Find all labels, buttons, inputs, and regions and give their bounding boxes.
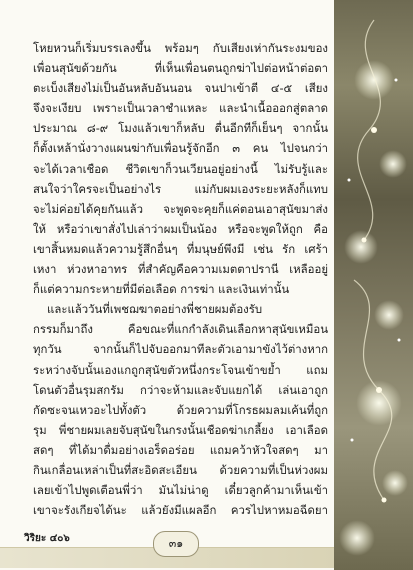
text-line: โดนตัวอื่นรุมสกรัม กว่าจะห้ามและจับแยกได้ เล่นเอาถูก bbox=[33, 382, 328, 397]
page-number: ๓๑ bbox=[153, 531, 199, 557]
text-line: รุม พี่ชายผมเลยจับสุนัขในกรงนั้นเชือดฆ่าเกลี้ยง เอาเลือด bbox=[33, 422, 328, 437]
text-line: ก็แต่ความกระหายที่มีต่อเลือด การฆ่า และเงินเท่านั้น bbox=[33, 282, 290, 297]
ornamental-swirl-icon bbox=[334, 0, 413, 570]
text-line: จะได้เวลาเชือด ชีวิตเขาก็วนเวียนอยู่อย่างนี้ ไม่รับรู้และ bbox=[33, 161, 328, 176]
text-line: กรรมก็มาถึง คือขณะที่แกกำลังเดินเลือกหาสุนัขเหมือน bbox=[33, 322, 328, 337]
text-line: เขาสิ้นหมดแล้วความรู้สึกอื่นๆ ที่มนุษย์พึงมี เช่น รัก เศร้า bbox=[33, 241, 328, 256]
text-line: จึงจะเงียบ เพราะเป็นเวลาชำแหละ และนำเนื้อออกสู่ตลาด bbox=[33, 101, 328, 116]
text-line: สดๆ ที่ได้มาดื่มอย่างเอร็ดอร่อย แถมคว้าหัวใจสดๆ มา bbox=[33, 442, 328, 457]
text-line: ก็ตั้งเหล้านั่งวางแผนฆ่ากับเพื่อนรู้จักอีก ๓ คน ไปจนกว่า bbox=[33, 141, 328, 156]
body-text bbox=[33, 38, 328, 520]
text-line: ระหว่างจับนั้นเองแกถูกสุนัขตัวหนึ่งกระโจนเข้าขย้ำ แถม bbox=[33, 362, 328, 377]
text-line: เลยเข้าไปพูดเตือนพี่ว่า มันไม่น่าดู เดี๋ยวลูกค้ามาเห็นเข้า bbox=[33, 483, 328, 498]
text-line: เพื่อนสุนัขด้วยกัน ที่เห็นเพื่อนตนถูกฆ่าไปต่อหน้าต่อตา bbox=[33, 61, 328, 76]
text-line: ประมาณ ๘-๙ โมงแล้วเขาก็หลับ ตื่นอีกทีก็เย็นๆ จากนั้น bbox=[33, 121, 328, 136]
text-line: กัดซะจนเหวอะไปทั้งตัว ด้วยความที่โกรธผมลมเค้นที่ถูก bbox=[33, 402, 328, 417]
text-line: ตะเบ็งเสียงไม่เป็นอันหลับอันนอน จนปาเข้าตี ๔-๕ เสียง bbox=[33, 81, 328, 96]
text-line: จะไม่ค่อยได้คุยกันแล้ว จะพูดจะคุยก็แค่ตอนเอาสุนัขมาส่ง bbox=[33, 201, 328, 216]
book-title-footer: วิริยะ ๔๐๖ bbox=[24, 533, 70, 544]
text-line: เขาจะรังเกียจได้นะ แล้วยังมีแผลอีก ควรไปหาหมอฉีดยา bbox=[33, 503, 328, 518]
text-line: สนใจว่าใครจะเป็นอย่างไร แม่กับผมเองระยะหลังก็แทบ bbox=[33, 181, 328, 196]
text-line: ทุกวัน จากนั้นก็ไปจับออกมาทีละตัวเอามาขังไว้ต่างหาก bbox=[33, 342, 328, 357]
text-line: และแล้ววันที่เพชฌฆาตอย่างพี่ชายผมต้องรับ bbox=[47, 302, 263, 317]
text-line: เหงา ห่วงหาอาทร ที่สำคัญคือความเมตตาปรานี เหลืออยู่ bbox=[33, 262, 328, 277]
text-line: กินเกลื่อนเหล่าเป็นที่สะอิดสะเอียน ด้วยความที่เป็นห่วงผม bbox=[33, 462, 328, 477]
text-line: ให้ หรือว่าเขาสั่งไปเล่าว่าผมเป็นน้อง หรือจะพูดให้ถูก คือ bbox=[33, 221, 328, 236]
decorative-side-panel bbox=[334, 0, 413, 570]
text-line: โหยหวนก็เริ่มบรรเลงขึ้น พร้อมๆ กับเสียงเห่ากันระงมของ bbox=[33, 41, 328, 55]
